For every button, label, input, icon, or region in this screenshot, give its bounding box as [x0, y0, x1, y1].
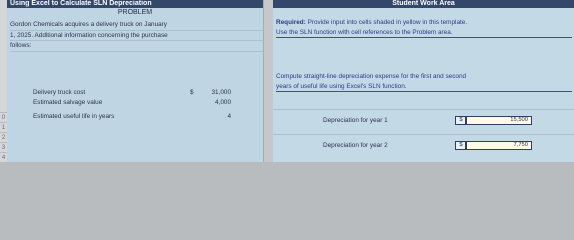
required-label: Required:: [276, 19, 306, 26]
useful-life-value: 4: [227, 113, 231, 120]
depreciation-year1-label: Depreciation for year 1: [323, 117, 388, 124]
depreciation-year2-input[interactable]: 7,750: [466, 141, 532, 150]
currency-symbol: $: [459, 117, 463, 123]
currency-symbol: $: [190, 89, 194, 96]
row-number[interactable]: 3: [0, 142, 7, 153]
useful-life-label: Estimated useful life in years: [33, 113, 115, 120]
currency-symbol: $: [459, 142, 463, 148]
problem-description: [7, 20, 263, 52]
work-area-title[interactable]: Student Work Area: [273, 0, 574, 8]
divider: [273, 109, 574, 110]
row-number[interactable]: 4: [0, 152, 7, 163]
sheet-title[interactable]: Using Excel to Calculate SLN Depreciation: [7, 0, 263, 8]
depreciation-year2-label: Depreciation for year 2: [323, 142, 388, 149]
problem-line[interactable]: Gordon Chemicals acquires a delivery truck on January: [10, 20, 263, 31]
problem-pane: [7, 0, 263, 162]
task-line[interactable]: years of useful life using Excel's SLN function.: [276, 82, 572, 93]
required-instructions: [276, 18, 572, 38]
problem-heading[interactable]: PROBLEM: [117, 9, 153, 16]
student-work-pane: [273, 0, 574, 162]
depreciation-year1-row: [273, 115, 574, 126]
divider: [273, 134, 574, 135]
required-line[interactable]: [276, 18, 572, 28]
useful-life-row[interactable]: [7, 112, 263, 121]
problem-line[interactable]: follows:: [10, 41, 263, 52]
salvage-value-value: 4,000: [215, 99, 231, 106]
depreciation-year1-input[interactable]: 15,500: [466, 116, 532, 125]
row-number[interactable]: 1: [0, 122, 7, 133]
truck-cost-row[interactable]: [7, 88, 263, 97]
task-line[interactable]: Compute straight-line depreciation expense for the first and second: [276, 73, 467, 80]
required-line-2[interactable]: Use the SLN function with cell references to the Problem area.: [276, 28, 572, 39]
truck-cost-label: Delivery truck cost: [33, 89, 86, 96]
required-text: Provide input into cells shaded in yellow in this template.: [307, 19, 468, 26]
task-instructions: [276, 72, 572, 92]
truck-cost-value: 31,000: [211, 89, 231, 96]
problem-line[interactable]: 1, 2025. Additional information concerning the purchase: [10, 31, 263, 42]
depreciation-year2-row: [273, 140, 574, 151]
salvage-value-row[interactable]: [7, 98, 263, 107]
row-number[interactable]: 0: [0, 112, 7, 123]
row-number[interactable]: 2: [0, 132, 7, 143]
salvage-value-label: Estimated salvage value: [33, 99, 103, 106]
